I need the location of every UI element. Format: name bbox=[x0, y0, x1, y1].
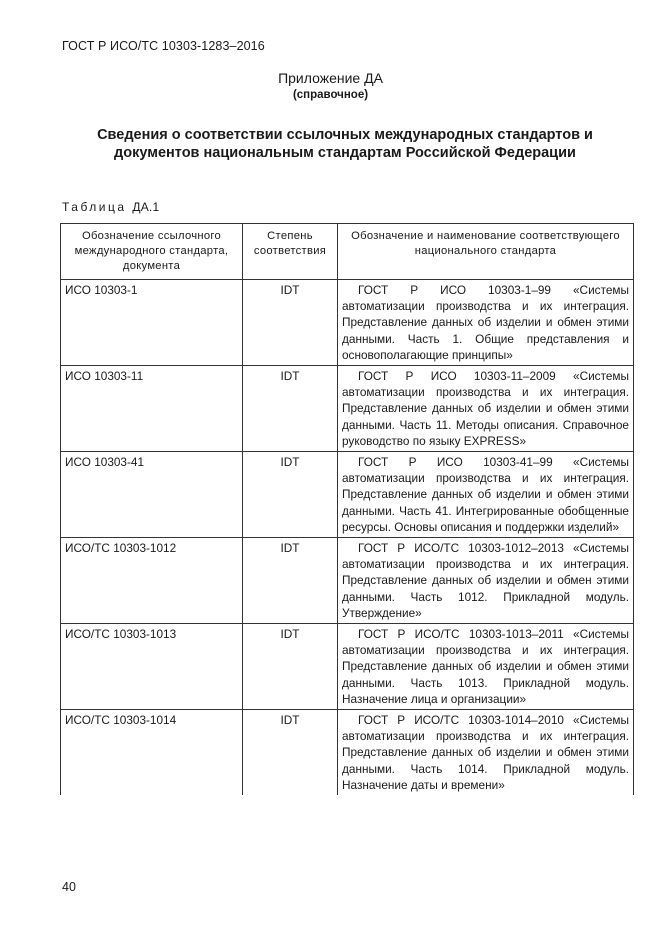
table-row bbox=[61, 452, 634, 538]
conformity-table bbox=[60, 223, 634, 795]
appendix-title: Приложение ДА bbox=[278, 70, 383, 86]
table-row bbox=[61, 538, 634, 624]
table-row bbox=[61, 624, 634, 710]
cell-standard: ГОСТ Р ИСО 10303-41–99 «Системы автоматизации производства и их интеграция. Представление данных об изделии и обмен этими данными. Часть 41. Интегрированные обобщенные ресурсы. Основы описания и поддержки изделий» bbox=[338, 452, 634, 538]
cell-degree: IDT bbox=[243, 366, 338, 452]
cell-code: ИСО/ТС 10303-1013 bbox=[61, 624, 243, 710]
cell-degree: IDT bbox=[243, 452, 338, 538]
column-header-standard: Обозначение и наименование соответствующего национального стандарта bbox=[338, 224, 634, 280]
cell-code: ИСО 10303-11 bbox=[61, 366, 243, 452]
cell-code: ИСО 10303-1 bbox=[61, 280, 243, 366]
table-row bbox=[61, 280, 634, 366]
cell-standard: ГОСТ Р ИСО/ТС 10303-1012–2013 «Системы автоматизации производства и их интеграция. Представление данных об изделии и обмен этими данными. Часть 1012. Прикладной модуль. Утверждение» bbox=[338, 538, 634, 624]
table-caption-label: Таблица bbox=[62, 200, 127, 214]
table-header-row bbox=[61, 224, 634, 280]
section-title: Сведения о соответствии ссылочных международных стандартов и документов национальным стандартам Российской Федерации bbox=[97, 127, 593, 161]
table-row bbox=[61, 366, 634, 452]
cell-standard: ГОСТ Р ИСО 10303-11–2009 «Системы автоматизации производства и их интеграция. Представление данных об изделии и обмен этими данными. Часть 11. Методы описания. Справочное руководство по языку EXPRESS» bbox=[338, 366, 634, 452]
cell-degree: IDT bbox=[243, 624, 338, 710]
cell-code: ИСО/ТС 10303-1014 bbox=[61, 710, 243, 796]
page-number: 40 bbox=[62, 880, 76, 894]
cell-code: ИСО/ТС 10303-1012 bbox=[61, 538, 243, 624]
document-code: ГОСТ Р ИСО/ТС 10303-1283–2016 bbox=[62, 39, 265, 53]
cell-standard: ГОСТ Р ИСО/ТС 10303-1013–2011 «Системы автоматизации производства и их интеграция. Представление данных об изделии и обмен этими данными. Часть 1013. Прикладной модуль. Назначение лица и организации» bbox=[338, 624, 634, 710]
cell-standard: ГОСТ Р ИСО/ТС 10303-1014–2010 «Системы автоматизации производства и их интеграция. Представление данных об изделии и обмен этими данными. Часть 1014. Прикладной модуль. Назначение даты и времени» bbox=[338, 710, 634, 796]
table-row bbox=[61, 710, 634, 796]
appendix-subtitle: (справочное) bbox=[292, 89, 369, 101]
cell-standard: ГОСТ Р ИСО 10303-1–99 «Системы автоматизации производства и их интеграция. Представление данных об изделии и обмен этими данными. Часть 1. Общие представления и основополагающие принципы» bbox=[338, 280, 634, 366]
table-caption-number: ДА.1 bbox=[132, 200, 160, 214]
column-header-degree: Степень соответствия bbox=[243, 224, 338, 280]
cell-degree: IDT bbox=[243, 710, 338, 796]
cell-degree: IDT bbox=[243, 538, 338, 624]
cell-degree: IDT bbox=[243, 280, 338, 366]
column-header-code: Обозначение ссылочного международного стандарта, документа bbox=[61, 224, 243, 280]
table-caption bbox=[62, 200, 159, 214]
cell-code: ИСО 10303-41 bbox=[61, 452, 243, 538]
